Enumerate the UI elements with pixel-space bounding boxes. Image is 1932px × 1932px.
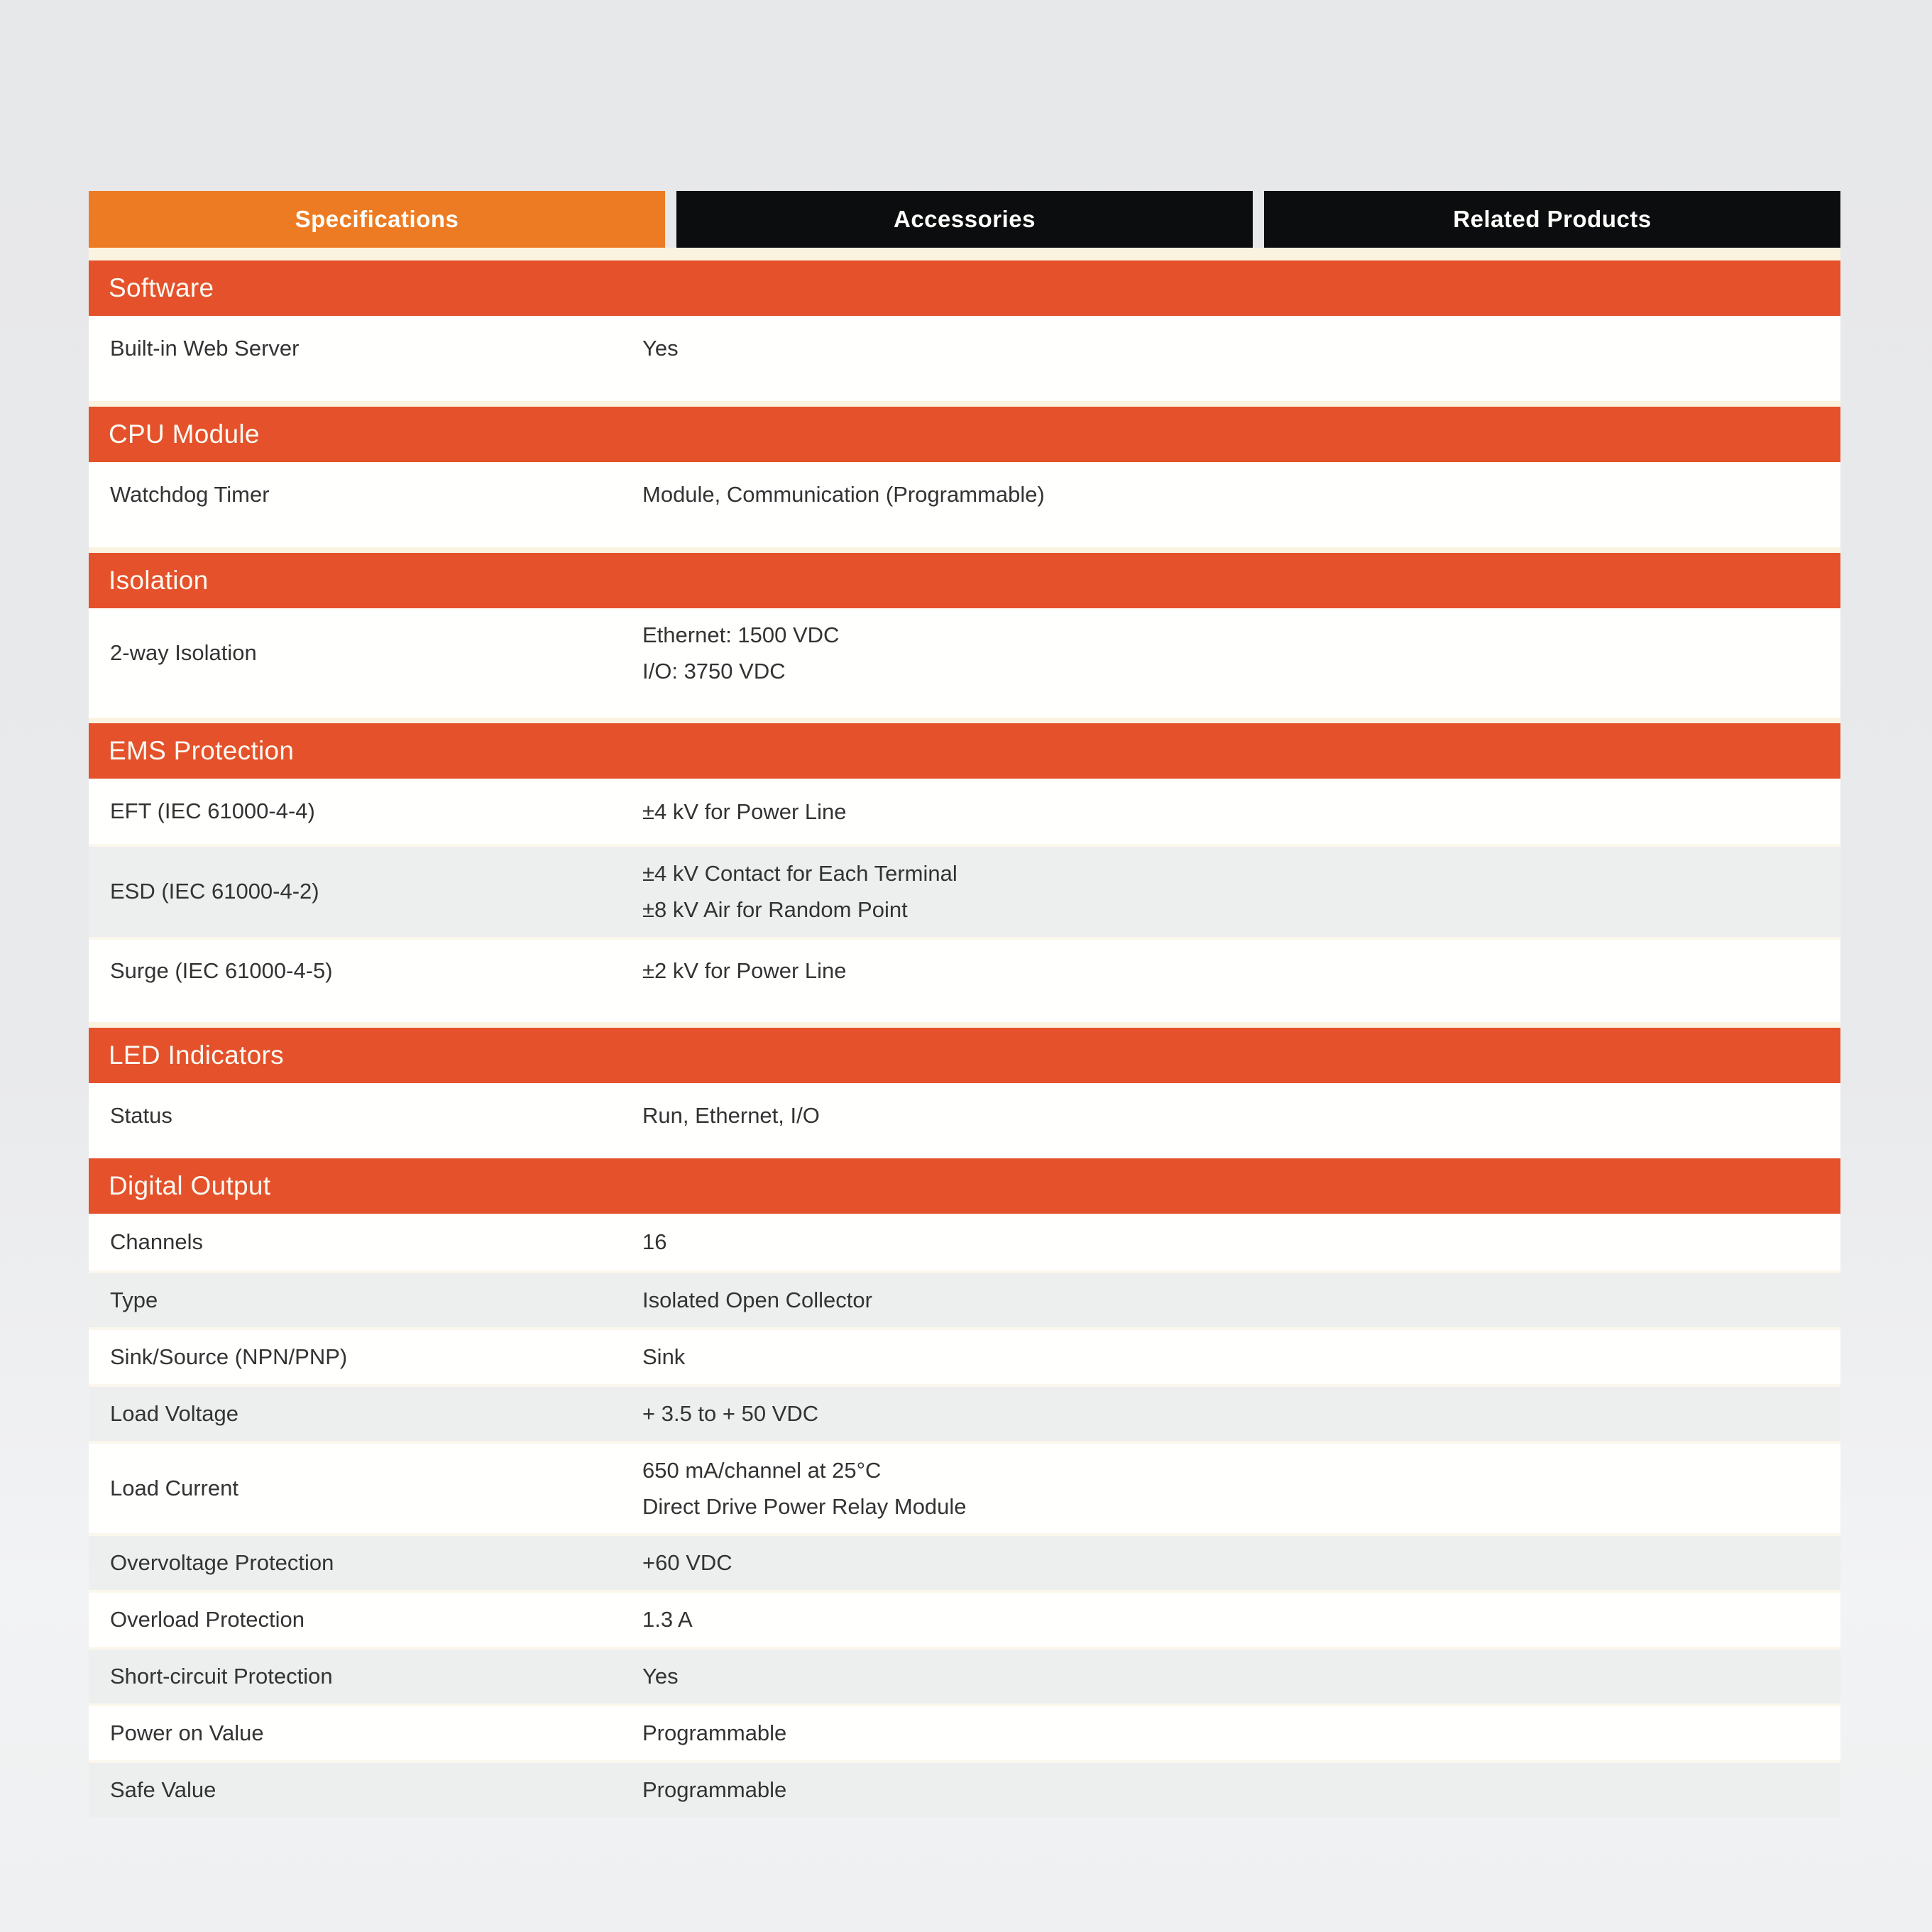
spec-label: Status xyxy=(110,1102,172,1128)
table-row xyxy=(89,1760,1840,1817)
spec-value: + 3.5 to + 50 VDC xyxy=(642,1400,819,1426)
spec-value: Programmable xyxy=(642,1777,787,1803)
spec-label: 2-way Isolation xyxy=(110,640,257,666)
spec-label: Overvoltage Protection xyxy=(110,1549,334,1575)
spec-label: Type xyxy=(110,1287,158,1312)
spec-label: Channels xyxy=(110,1229,203,1254)
spec-value xyxy=(642,617,1840,689)
spec-label: Short-circuit Protection xyxy=(110,1663,333,1689)
table-row xyxy=(89,1214,1840,1270)
spec-value: Isolated Open Collector xyxy=(642,1287,872,1312)
section-isolation xyxy=(89,553,1840,718)
section-cpu-module xyxy=(89,407,1840,547)
spec-value-line: Ethernet: 1500 VDC xyxy=(642,622,840,647)
section-title: EMS Protection xyxy=(109,736,295,766)
spec-label: Watchdog Timer xyxy=(110,482,270,507)
spec-value xyxy=(642,1452,1840,1525)
spec-label: Power on Value xyxy=(110,1720,264,1745)
table-row xyxy=(89,608,1840,698)
tab-accessories[interactable]: Accessories xyxy=(676,191,1253,248)
table-row xyxy=(89,1083,1840,1148)
spec-label: ESD (IEC 61000-4-2) xyxy=(110,879,319,904)
section-header-software xyxy=(89,260,1840,316)
spec-value: Yes xyxy=(642,1664,679,1689)
section-header-isolation xyxy=(89,553,1840,608)
tab-related-products[interactable]: Related Products xyxy=(1264,191,1840,248)
table-row xyxy=(89,1270,1840,1327)
spec-value: Programmable xyxy=(642,1720,787,1746)
table-row xyxy=(89,1384,1840,1441)
section-ems-protection xyxy=(89,723,1840,1021)
spec-label: Surge (IEC 61000-4-5) xyxy=(110,957,333,983)
spec-value xyxy=(642,855,1840,928)
spec-value: +60 VDC xyxy=(642,1550,732,1576)
section-digital-output xyxy=(89,1158,1840,1817)
section-led-indicators xyxy=(89,1028,1840,1158)
spec-value-line: 650 mA/channel at 25°C xyxy=(642,1457,882,1483)
spec-value-line: I/O: 3750 VDC xyxy=(642,659,786,684)
tab-bar xyxy=(89,191,1840,248)
spec-label: EFT (IEC 61000-4-4) xyxy=(110,798,315,824)
section-title: LED Indicators xyxy=(109,1040,284,1070)
section-title: Isolation xyxy=(109,566,209,595)
spec-label: Safe Value xyxy=(110,1777,216,1802)
spec-value: 16 xyxy=(642,1229,667,1254)
spec-value: 1.3 A xyxy=(642,1607,693,1632)
section-header-led-indicators xyxy=(89,1028,1840,1083)
spec-value: Yes xyxy=(642,336,679,361)
table-row xyxy=(89,937,1840,1002)
spec-value: ±4 kV for Power Line xyxy=(642,798,847,824)
section-title: Software xyxy=(109,273,214,302)
section-header-cpu-module xyxy=(89,407,1840,462)
section-title: CPU Module xyxy=(109,419,260,449)
table-row xyxy=(89,316,1840,381)
spec-value: Sink xyxy=(642,1344,686,1369)
section-title: Digital Output xyxy=(109,1170,271,1200)
spec-label: Sink/Source (NPN/PNP) xyxy=(110,1344,348,1369)
spec-value-line: ±4 kV Contact for Each Terminal xyxy=(642,861,957,887)
table-row xyxy=(89,844,1840,936)
spec-value-line: ±8 kV Air for Random Point xyxy=(642,897,908,923)
spec-label: Built-in Web Server xyxy=(110,336,300,361)
table-row xyxy=(89,1590,1840,1647)
spec-label: Load Voltage xyxy=(110,1400,239,1426)
table-row xyxy=(89,779,1840,844)
table-row xyxy=(89,1327,1840,1384)
section-software xyxy=(89,260,1840,401)
table-row xyxy=(89,1703,1840,1760)
spec-label: Overload Protection xyxy=(110,1606,304,1632)
spec-label: Load Current xyxy=(110,1475,238,1500)
tab-specifications[interactable]: Specifications xyxy=(89,191,665,248)
spec-table xyxy=(89,191,1840,1817)
section-header-ems-protection xyxy=(89,723,1840,779)
spec-table-body xyxy=(89,248,1840,1817)
spec-value: Run, Ethernet, I/O xyxy=(642,1102,820,1128)
spec-value: Module, Communication (Programmable) xyxy=(642,482,1045,507)
spec-value: ±2 kV for Power Line xyxy=(642,957,847,983)
table-row xyxy=(89,1647,1840,1703)
spec-value-line: Direct Drive Power Relay Module xyxy=(642,1493,967,1519)
table-row xyxy=(89,1533,1840,1590)
table-row xyxy=(89,462,1840,527)
table-row xyxy=(89,1441,1840,1533)
section-header-digital-output xyxy=(89,1158,1840,1214)
